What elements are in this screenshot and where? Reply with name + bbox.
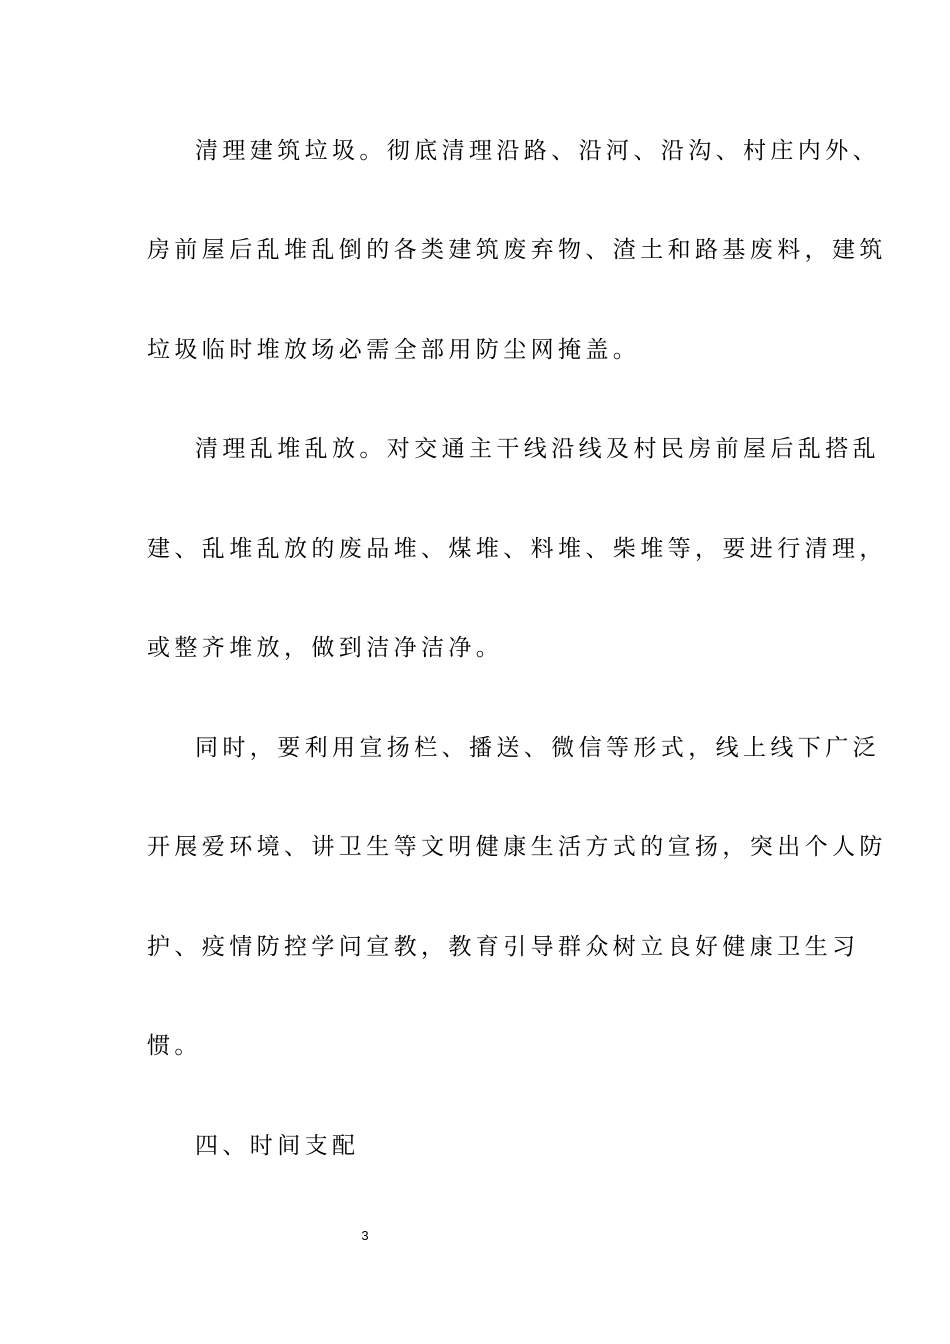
text-line: 惯。 (147, 1033, 202, 1059)
text-line: 清理乱堆乱放。对交通主干线沿线及村民房前屋后乱搭乱 (195, 436, 880, 462)
text-line: 垃圾临时堆放场必需全部用防尘网掩盖。 (147, 337, 641, 363)
text-line: 或整齐堆放，做到洁净洁净。 (147, 635, 504, 661)
text-line: 护、疫情防控学问宣教，教育引导群众树立良好健康卫生习 (147, 934, 860, 960)
text-line: 房前屋后乱堆乱倒的各类建筑废弃物、渣土和路基废料，建筑 (147, 237, 887, 263)
text-line: 开展爱环境、讲卫生等文明健康生活方式的宣扬，突出个人防 (147, 834, 887, 860)
section-heading: 四、时间支配 (195, 1133, 360, 1159)
text-line: 建、乱堆乱放的废品堆、煤堆、料堆、柴堆等，要进行清理， (147, 536, 887, 562)
page-number: 3 (361, 1228, 369, 1243)
text-line: 清理建筑垃圾。彻底清理沿路、沿河、沿沟、村庄内外、 (195, 138, 880, 164)
text-line: 同时，要利用宣扬栏、播送、微信等形式，线上线下广泛 (195, 735, 880, 761)
